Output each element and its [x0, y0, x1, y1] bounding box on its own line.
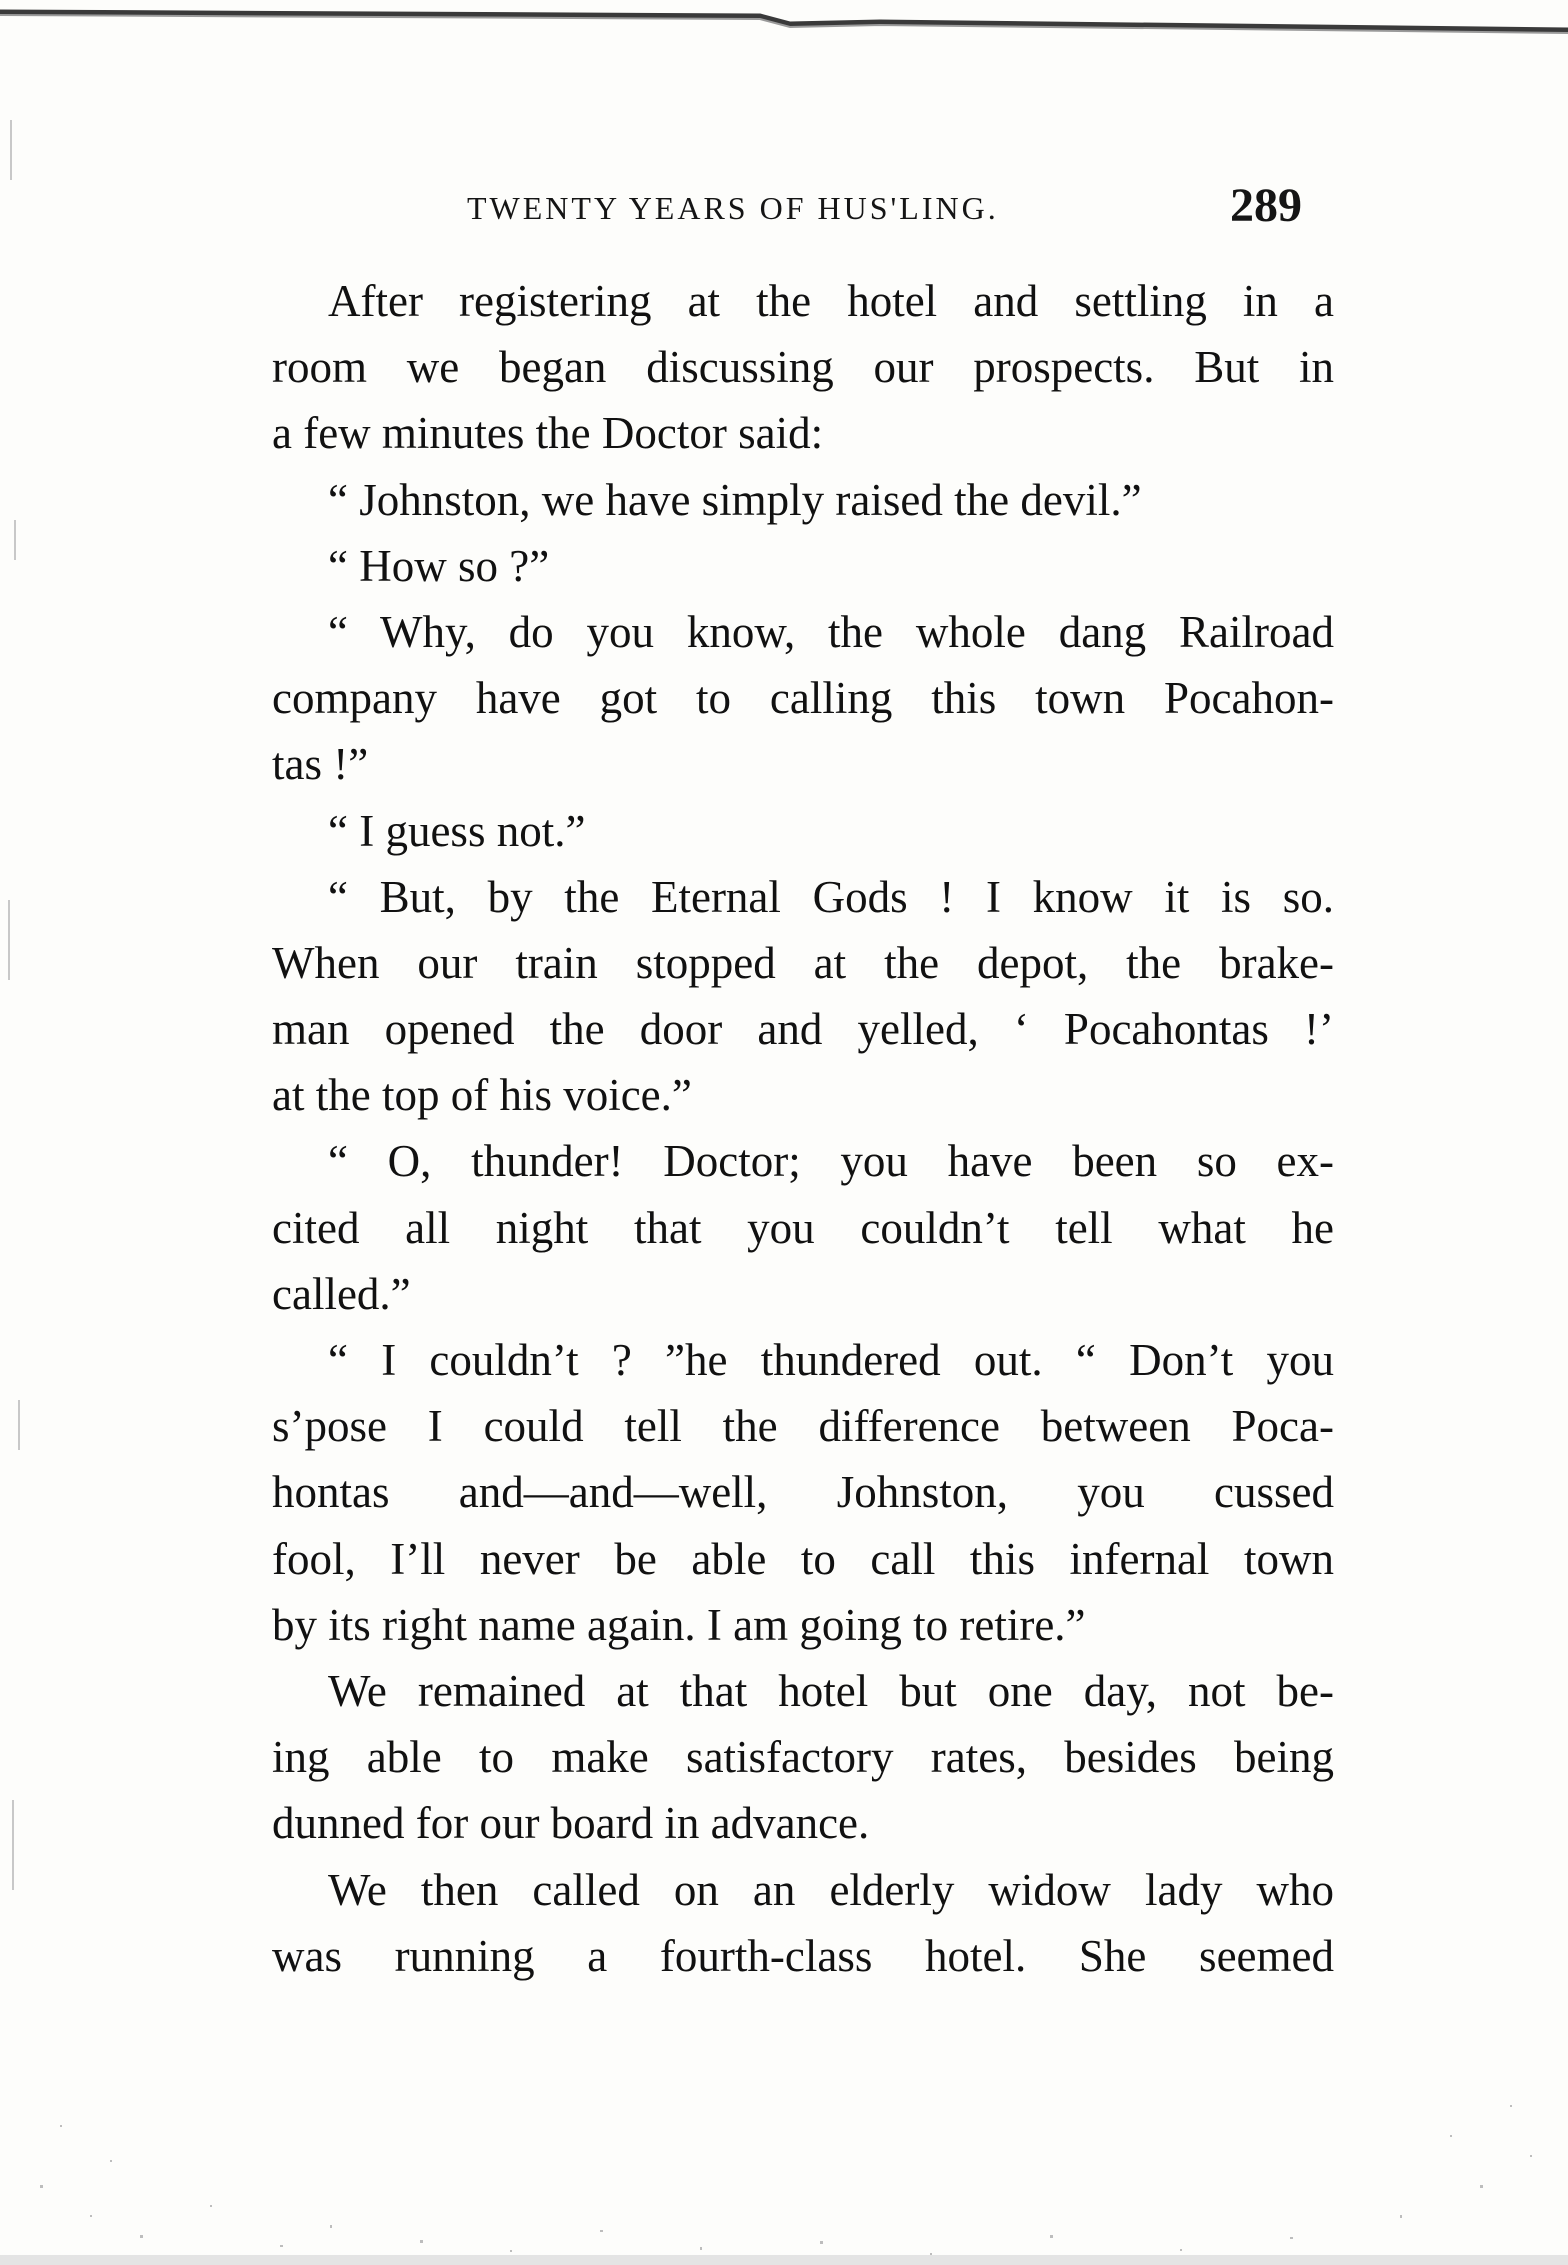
scan-bottom-noise	[0, 2065, 1568, 2265]
text-line: “ How so ?”	[328, 540, 550, 591]
text-line: “ I guess not.”	[328, 805, 586, 856]
text-line: at the top of his voice.”	[272, 1070, 692, 1121]
text-line: s’pose I could tell the difference between Poca-	[272, 1401, 1334, 1452]
scan-top-edge	[0, 6, 1568, 36]
text-line: called.”	[272, 1268, 411, 1319]
page-number: 289	[1230, 179, 1302, 232]
text-line: company have got to calling this town Pocahon-	[272, 673, 1334, 724]
text-line: “ I couldn’t ? ”he thundered out. “ Don’t you	[328, 1335, 1334, 1385]
text-line: ing able to make satisfactory rates, besides being	[272, 1732, 1334, 1783]
text-line: “ But, by the Eternal Gods ! I know it is so.	[328, 871, 1334, 922]
running-head-title: TWENTY YEARS OF HUS'LING.	[467, 190, 999, 226]
text-line: room we began discussing our prospects. But in	[272, 342, 1334, 393]
text-line: “ O, thunder! Doctor; you have been so ex-	[328, 1136, 1334, 1187]
text-line: tas !”	[272, 739, 369, 790]
text-line: We then called on an elderly widow lady who	[328, 1864, 1334, 1915]
text-line: was running a fourth-class hotel. She seemed	[272, 1930, 1334, 1981]
text-line: After registering at the hotel and settling in a	[328, 276, 1334, 326]
text-line: man opened the door and yelled, ‘ Pocahontas !’	[272, 1004, 1334, 1055]
text-line: dunned for our board in advance.	[272, 1798, 870, 1849]
text-line: When our train stopped at the depot, the brake-	[272, 937, 1334, 988]
text-line: “ Johnston, we have simply raised the devil.”	[328, 474, 1142, 525]
text-line: fool, I’ll never be able to call this infernal town	[272, 1533, 1334, 1584]
text-line: We remained at that hotel but one day, not be-	[328, 1665, 1334, 1716]
text-line: by its right name again. I am going to retire.”	[272, 1599, 1086, 1650]
text-line: hontas and—and—well, Johnston, you cussed	[272, 1467, 1334, 1518]
text-line: cited all night that you couldn’t tell what he	[272, 1202, 1334, 1253]
scan-left-margin-noise	[0, 0, 60, 2265]
text-line: “ Why, do you know, the whole dang Railroad	[328, 606, 1334, 657]
text-line: a few minutes the Doctor said:	[272, 408, 824, 459]
running-head	[272, 168, 1332, 238]
body-text	[272, 268, 1334, 1989]
